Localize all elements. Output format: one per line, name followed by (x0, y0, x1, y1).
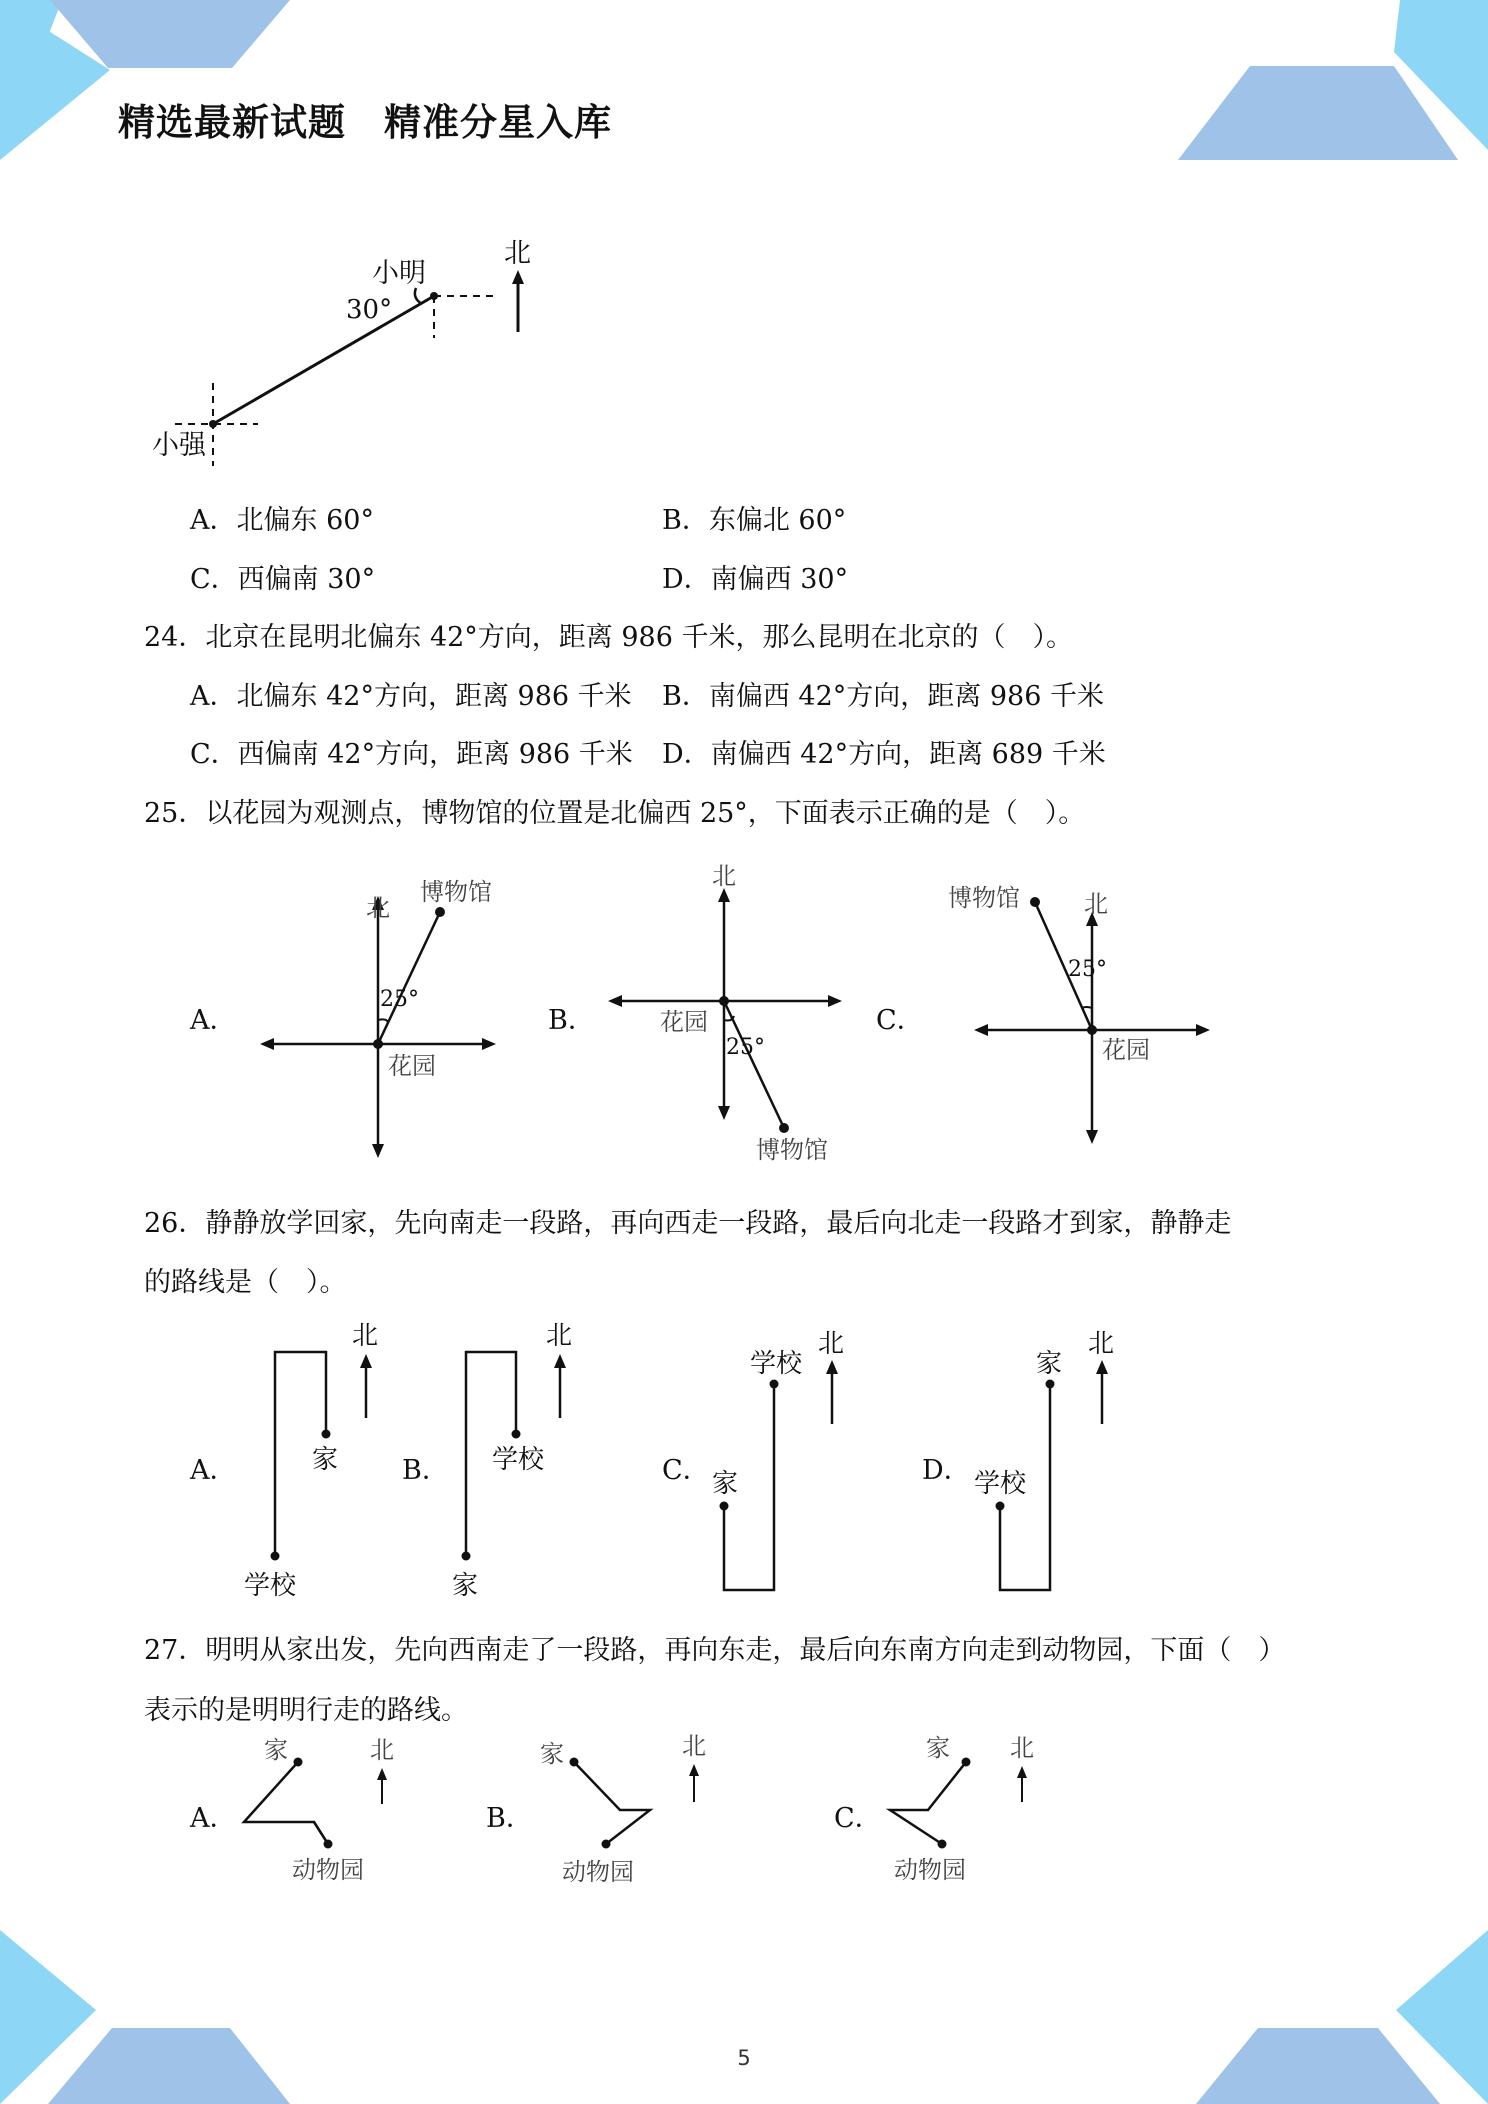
option-text: 西偏南 30° (237, 564, 376, 595)
q26-c-north: 北 (818, 1329, 845, 1359)
option-label: A． (190, 505, 237, 536)
q25-a-origin: 花园 (388, 1052, 436, 1080)
q25-b-angle: 25° (726, 1035, 765, 1060)
option-label: C． (190, 564, 238, 595)
q27-option-c-label[interactable]: C． (834, 1803, 882, 1834)
q25-figure-c (940, 876, 1210, 1146)
option-label: B． (662, 681, 709, 712)
q26-stem-line1: 26．静静放学回家，先向南走一段路，再向西走一段路，最后向北走一段路才到家，静静走 (144, 1208, 1232, 1239)
q25-c-target: 博物馆 (948, 884, 1020, 912)
q25-a-target: 博物馆 (420, 878, 492, 906)
q25-c-north: 北 (1084, 890, 1108, 918)
q26-c-start: 家 (712, 1469, 739, 1499)
option-text: 北偏东 42°方向，距离 986 千米 (236, 681, 632, 712)
q24-stem: 24．北京在昆明北偏东 42°方向，距离 986 千米，那么昆明在北京的（ ）。 (144, 622, 1073, 653)
q24-option-c[interactable] (190, 732, 633, 771)
q26-a-start: 学校 (244, 1571, 297, 1601)
q25-a-north: 北 (366, 894, 390, 922)
q25-option-a-label[interactable]: A． (190, 1005, 237, 1036)
decor-trap-top-right (1178, 66, 1458, 160)
q23-option-c[interactable] (190, 557, 375, 596)
q27-b-zoo: 动物园 (562, 1858, 634, 1886)
footer-decoration (0, 1930, 1488, 2104)
q27-figure-a (236, 1732, 416, 1892)
header-title: 精选最新试题 精准分星入库 (118, 101, 612, 144)
q26-b-end: 学校 (492, 1445, 545, 1475)
q27-option-b-label[interactable]: B． (486, 1803, 533, 1834)
q25-stem: 25．以花园为观测点，博物馆的位置是北偏西 25°，下面表示正确的是（ ）。 (144, 798, 1086, 829)
q26-c-end: 学校 (750, 1349, 803, 1379)
q26-b-north: 北 (546, 1321, 573, 1351)
q27-figure-c (880, 1732, 1060, 1892)
option-text: 南偏西 42°方向，距离 689 千米 (710, 739, 1106, 770)
option-label: D． (662, 564, 711, 595)
page-number: 5 (737, 2046, 751, 2070)
q27-stem-line2: 表示的是明明行走的路线。 (144, 1695, 468, 1726)
q27-stem-line1: 27．明明从家出发，先向西南走了一段路，再向东走，最后向东南方向走到动物园，下面（ ） (144, 1635, 1286, 1666)
q24-option-d[interactable] (662, 732, 1106, 771)
q26-figure-b (430, 1316, 600, 1606)
q26-figure-d (966, 1316, 1146, 1606)
q23-north: 北 (504, 238, 531, 269)
q25-a-angle: 25° (380, 987, 419, 1012)
q27-figure-b (536, 1730, 716, 1890)
q23-person-top: 小明 (372, 258, 426, 289)
q23-figure (140, 228, 540, 468)
q26-stem-line2: 的路线是（ ）。 (144, 1267, 347, 1298)
option-label: D． (662, 739, 711, 770)
q26-figure-a (236, 1316, 396, 1606)
q27-c-home: 家 (926, 1734, 950, 1762)
q25-figure-b (608, 858, 848, 1168)
q27-c-north: 北 (1010, 1734, 1034, 1762)
q27-option-a-label[interactable]: A． (190, 1803, 237, 1834)
option-text: 西偏南 42°方向，距离 986 千米 (237, 739, 633, 770)
q27-a-north: 北 (370, 1736, 394, 1764)
q23-option-d[interactable] (662, 557, 848, 596)
q26-a-north: 北 (352, 1321, 379, 1351)
q26-figure-c (700, 1316, 880, 1606)
q26-option-d-label[interactable]: D． (922, 1455, 971, 1486)
option-label: A． (190, 681, 237, 712)
option-text: 北偏东 60° (236, 505, 374, 536)
q25-c-origin: 花园 (1102, 1036, 1150, 1064)
q26-a-end: 家 (312, 1445, 339, 1475)
q24-option-a[interactable] (190, 674, 632, 713)
q27-b-north: 北 (682, 1732, 706, 1760)
q25-b-target: 博物馆 (756, 1136, 828, 1164)
q26-option-a-label[interactable]: A． (190, 1455, 237, 1486)
q23-option-a[interactable] (190, 498, 374, 537)
q23-person-bottom: 小强 (152, 430, 206, 461)
option-text: 东偏北 60° (708, 505, 847, 536)
q25-figure-a (260, 870, 500, 1170)
q23-option-b[interactable] (662, 498, 846, 537)
q26-d-start: 学校 (974, 1469, 1027, 1499)
option-text: 南偏西 42°方向，距离 986 千米 (708, 681, 1104, 712)
q25-b-north: 北 (712, 862, 736, 890)
q26-b-start: 家 (452, 1571, 479, 1601)
q25-option-c-label[interactable]: C． (876, 1005, 924, 1036)
q26-d-north: 北 (1088, 1329, 1115, 1359)
q26-d-end: 家 (1036, 1349, 1063, 1379)
q23-angle: 30° (346, 295, 393, 325)
q27-b-home: 家 (540, 1740, 564, 1768)
q27-a-home: 家 (264, 1736, 288, 1764)
option-label: B． (662, 505, 709, 536)
option-label: C． (190, 739, 238, 770)
q26-option-b-label[interactable]: B． (402, 1455, 449, 1486)
option-text: 南偏西 30° (710, 564, 849, 595)
q25-b-origin: 花园 (660, 1008, 708, 1036)
q24-option-b[interactable] (662, 674, 1104, 713)
q26-option-c-label[interactable]: C． (662, 1455, 710, 1486)
q25-c-angle: 25° (1068, 957, 1107, 982)
q25-option-b-label[interactable]: B． (548, 1005, 595, 1036)
q27-a-zoo: 动物园 (292, 1856, 364, 1884)
q27-c-zoo: 动物园 (894, 1856, 966, 1884)
